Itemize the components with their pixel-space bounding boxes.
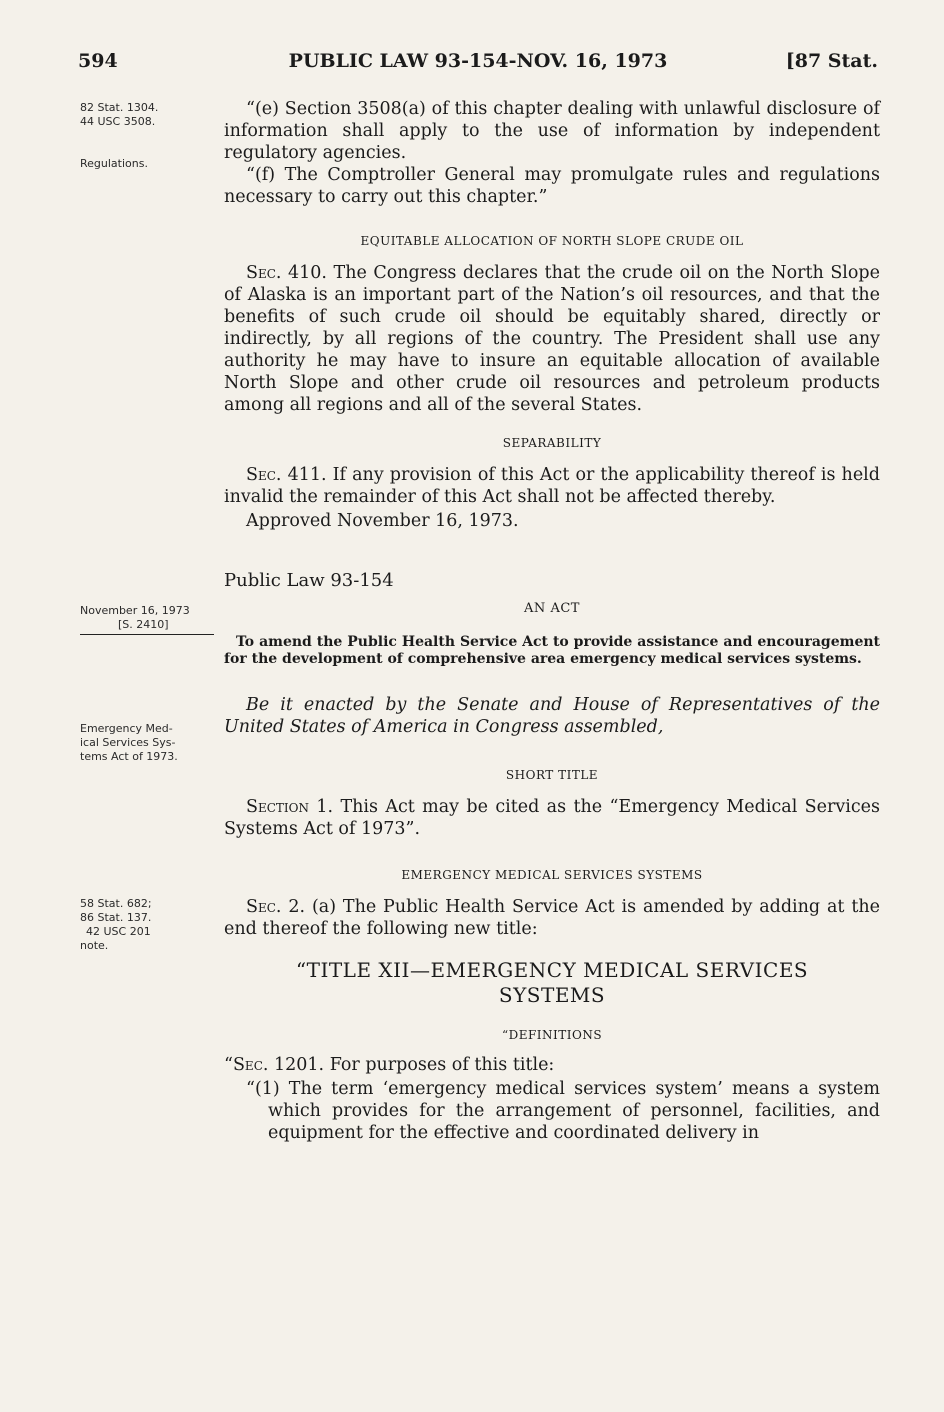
- act-description-text: To amend the Public Health Service Act to provide assistance and encouragement for the development of comprehensive area emergency medical services systems.: [224, 634, 880, 667]
- margin-note-line: 42 USC 201: [86, 925, 151, 938]
- margin-note-line: tems Act of 1973.: [80, 750, 178, 763]
- heading-separability: SEPARABILITY: [502, 436, 602, 450]
- margin-note-line: ical Services Sys-: [80, 736, 176, 749]
- heading-short-title: SHORT TITLE: [505, 768, 599, 782]
- margin-note-line: note.: [80, 939, 109, 952]
- margin-note-line: Emergency Med-: [80, 722, 173, 735]
- section-label: Sec. 410.: [246, 263, 327, 283]
- margin-note-line: [S. 2410]: [118, 618, 169, 631]
- public-law-label: Public Law 93-154: [224, 570, 394, 591]
- paragraph-text: “(e) Section 3508(a) of this chapter dealing with unlawful disclosure of information shall apply to the use of information by independent regulatory agencies.: [224, 99, 880, 163]
- section-label: Sec. 411.: [246, 465, 327, 485]
- margin-note-line: Regulations.: [80, 157, 148, 170]
- paragraph-e: [224, 98, 880, 164]
- enacting-clause-text: Be it enacted by the Senate and House of Representatives of the United States of America in Congress assembled,: [224, 695, 880, 737]
- section-1: [224, 796, 880, 840]
- running-title: PUBLIC LAW 93-154-NOV. 16, 1973: [288, 50, 668, 72]
- margin-note-line: 58 Stat. 682;: [80, 897, 152, 910]
- volume-reference: [87 Stat.: [785, 50, 878, 72]
- section-text: For purposes of this title:: [329, 1055, 555, 1075]
- title-line: SYSTEMS: [498, 983, 606, 1007]
- an-act-heading: AN ACT: [524, 601, 580, 616]
- section-text: The Congress declares that the crude oil on the North Slope of Alaska is an important part of the Nation’s oil resources, and that the benefits of such crude oil should be equitably shared, directly or indirectly, by all regions of the country. The President shall use any authority he may have to insure an equitable allocation of available North Slope and other crude oil resources and petroleum products among all regions and all of the several States.: [224, 263, 880, 415]
- section-label: Sec. 2.: [246, 897, 306, 917]
- margin-note-regulations: [80, 157, 220, 171]
- section-text: This Act may be cited as the “Emergency Medical Services Systems Act of 1973”.: [224, 797, 880, 839]
- act-description: [224, 620, 880, 682]
- title-line: “TITLE XII—EMERGENCY MEDICAL SERVICES: [295, 958, 809, 982]
- margin-rule: [80, 634, 214, 635]
- section-label: Section 1.: [246, 797, 334, 817]
- paragraph-f: [224, 164, 880, 208]
- section-1201: [224, 1054, 880, 1076]
- margin-note-line: November 16, 1973: [80, 604, 190, 617]
- paragraph-text: “(f) The Comptroller General may promulgate rules and regulations necessary to carry out this chapter.”: [224, 165, 880, 207]
- definition-1: [224, 1078, 880, 1144]
- approved-text: Approved November 16, 1973.: [246, 511, 519, 531]
- margin-note-stat: [80, 101, 220, 129]
- margin-note-date: [80, 604, 216, 632]
- page-number: 594: [78, 50, 118, 72]
- section-410: [224, 262, 880, 416]
- margin-note-line: 82 Stat. 1304.: [80, 101, 159, 114]
- section-text: If any provision of this Act or the applicability thereof is held invalid the remainder of this Act shall not be affected thereby.: [224, 465, 880, 507]
- page-header: [78, 50, 878, 80]
- margin-note-short-title: [80, 722, 220, 764]
- title-xii-heading: [224, 958, 880, 1008]
- section-2: [224, 896, 880, 940]
- approved-line: [224, 510, 880, 532]
- margin-note-line: 44 USC 3508.: [80, 115, 156, 128]
- heading-equitable-allocation: EQUITABLE ALLOCATION OF NORTH SLOPE CRUDE OIL: [360, 234, 744, 248]
- margin-note-line: 86 Stat. 137.: [80, 911, 152, 924]
- section-text: (a) The Public Health Service Act is amended by adding at the end thereof the following new title:: [224, 897, 880, 939]
- section-411: [224, 464, 880, 508]
- margin-note-citation: [80, 897, 220, 953]
- definition-text: “(1) The term ‘emergency medical services system’ means a system which provides for the arrangement of personnel, facilities, and equipment for the effective and coordinated delivery in: [246, 1079, 880, 1143]
- heading-ems: EMERGENCY MEDICAL SERVICES SYSTEMS: [401, 868, 703, 882]
- heading-definitions: “DEFINITIONS: [501, 1028, 603, 1042]
- enacting-clause: [224, 694, 880, 738]
- section-label: “Sec. 1201.: [224, 1055, 325, 1075]
